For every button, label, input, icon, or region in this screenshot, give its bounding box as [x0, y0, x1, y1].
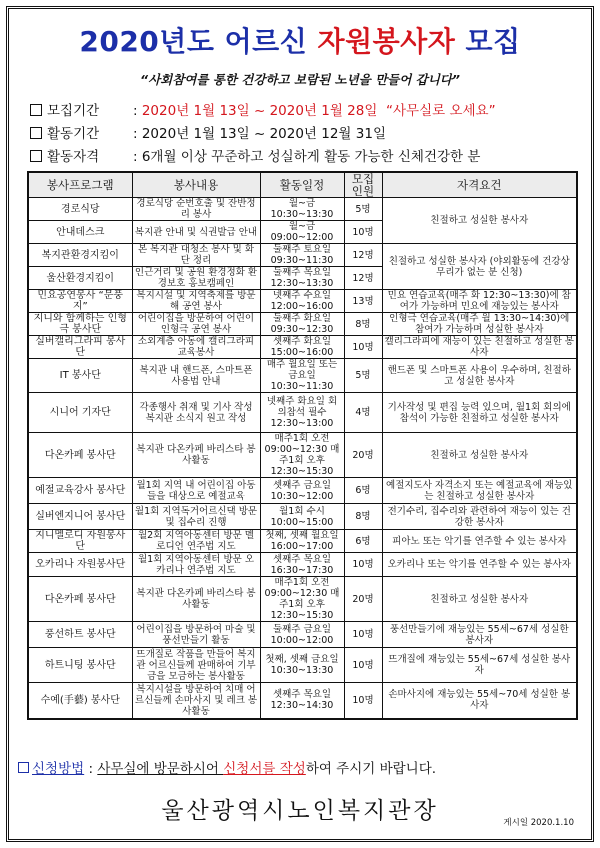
cell-program: 지니와 함께하는 인형극 봉사단 [28, 313, 132, 336]
cell-program: 경로식당 [28, 198, 132, 221]
cell-requirement: 친절하고 성실한 봉사자 [382, 577, 577, 622]
cell-content: 월2회 지역아동센터 방문 멜로디언 연주법 지도 [132, 530, 260, 553]
activity-period: 2020년 1월 13일 ~ 2020년 12월 31일 [141, 126, 386, 142]
cell-program: 오카리나 자원봉사단 [28, 553, 132, 577]
posted-date: 게시일 2020.1.10 [503, 818, 574, 828]
activity-period-row: 활동기간 : 2020년 1월 13일 ~ 2020년 12월 31일 [30, 122, 590, 142]
recruit-period-row: 모집기간 : 2020년 1월 13일 ~ 2020년 1월 28일 “사무실로 오세요” [30, 99, 590, 119]
cell-count: 10명 [344, 648, 382, 683]
cell-content: 월1회 지역독거어르신댁 방문 및 집수리 진행 [132, 504, 260, 530]
cell-requirement: 캘리그라피에 재능이 있는 친절하고 성실한 봉사자 [382, 336, 577, 359]
cell-requirement: 오카리나 또는 악기를 연주할 수 있는 봉사자 [382, 553, 577, 577]
table-row [28, 622, 577, 648]
cell-requirement: 인형극 연습교육(매주 월 13:30~14:30)에 참여가 가능하며 성실한 봉사자 [382, 313, 577, 336]
cell-content: 소외계층 아동에 캘리그라피 교육봉사 [132, 336, 260, 359]
page-title: 2020년도 어르신 자원봉사자 모집 [79, 25, 521, 58]
cell-program: 다온카페 봉사단 [28, 433, 132, 478]
cell-requirement: 핸드폰 및 스마트폰 사용이 우수하며, 친절하고 성실한 봉사자 [382, 359, 577, 393]
cell-program: 수예(手藝) 봉사단 [28, 683, 132, 719]
cell-count: 20명 [344, 433, 382, 478]
cell-count: 6명 [344, 530, 382, 553]
cell-schedule: 셋째주 목요일 12:30~14:30 [260, 683, 344, 719]
cell-count: 10명 [344, 622, 382, 648]
cell-count: 4명 [344, 393, 382, 433]
cell-requirement: 민요 연습교육(매주 화 12:30~13:30)에 참여가 가능하며 민요에 재능있는 봉사자 [382, 290, 577, 313]
cell-count: 12명 [344, 244, 382, 267]
table-row [28, 504, 577, 530]
table-row [28, 313, 577, 336]
checkbox-icon [30, 150, 42, 162]
cell-requirement: 풍선만들기에 재능있는 55세~67세 성실한 봉사자 [382, 622, 577, 648]
cell-schedule: 둘째주 목요일 12:30~13:30 [260, 267, 344, 290]
cell-content: 경로식당 순번호출 및 잔반정리 봉사 [132, 198, 260, 221]
cell-program: 실버캘리그라피 봉사단 [28, 336, 132, 359]
cell-schedule: 둘째주 화요일 09:30~12:30 [260, 313, 344, 336]
cell-schedule: 월1회 수시 10:00~15:00 [260, 504, 344, 530]
table-row [28, 648, 577, 683]
cell-program: IT 봉사단 [28, 359, 132, 393]
cell-content: 복지관 안내 및 식권발급 안내 [132, 221, 260, 244]
cell-count: 13명 [344, 290, 382, 313]
cell-program: 민요공연봉사 “문풍지” [28, 290, 132, 313]
slogan: “사회참여를 통한 건강하고 보람된 노년을 만들어 갑니다” [140, 72, 460, 87]
table-row [28, 530, 577, 553]
program-table [27, 171, 578, 720]
qualification-row: 활동자격 : 6개월 이상 꾸준하고 성실하게 활동 가능한 신체건강한 분 [30, 145, 590, 165]
cell-content: 뜨개질로 작품을 만들어 복지관 어르신들께 판매하여 기부금을 모금하는 봉사활동 [132, 648, 260, 683]
cell-content: 본 복지관 대청소 봉사 및 화단 정리 [132, 244, 260, 267]
header-schedule: 활동일정 [260, 172, 344, 198]
cell-count: 12명 [344, 267, 382, 290]
recruit-note: “사무실로 오세요” [386, 103, 496, 119]
checkbox-icon [18, 762, 29, 773]
cell-content: 복지시설을 방문하여 치매 어르신들께 손마사지 및 레크 봉사활동 [132, 683, 260, 719]
cell-program: 하트니팅 봉사단 [28, 648, 132, 683]
header-requirement: 자격요건 [382, 172, 577, 198]
cell-count: 5명 [344, 198, 382, 221]
table-row [28, 478, 577, 504]
cell-program: 다온카페 봉사단 [28, 577, 132, 622]
cell-count: 10명 [344, 553, 382, 577]
table-row [28, 553, 577, 577]
table-row [28, 290, 577, 313]
cell-requirement: 손마사지에 재능있는 55세~70세 성실한 봉사자 [382, 683, 577, 719]
table-row [28, 359, 577, 393]
cell-schedule: 둘째주 금요일 10:00~12:00 [260, 622, 344, 648]
table-row [28, 244, 577, 267]
cell-content: 어린이집을 방문하여 마술 및 풍선만들기 활동 [132, 622, 260, 648]
cell-schedule: 넷째주 수요일 12:00~16:00 [260, 290, 344, 313]
cell-schedule: 셋째주 목요일 16:30~17:30 [260, 553, 344, 577]
cell-content: 월1회 지역 내 어린이집 아동들을 대상으로 예절교육 [132, 478, 260, 504]
cell-schedule: 매주1회 오전 09:00~12:30 매주1회 오후 12:30~15:30 [260, 577, 344, 622]
cell-program: 복지관환경지킴이 [28, 244, 132, 267]
cell-schedule: 둘째주 토요일 09:30~11:30 [260, 244, 344, 267]
cell-program: 지니멜로디 자원봉사단 [28, 530, 132, 553]
checkbox-icon [30, 127, 42, 139]
cell-content: 각종행사 취재 및 기사 작성 복지관 소식지 원고 작성 [132, 393, 260, 433]
cell-requirement: 예절지도사 자격소지 또는 예절교육에 재능있는 친절하고 성실한 봉사자 [382, 478, 577, 504]
cell-content: 복지관 내 핸드폰, 스마트폰 사용법 안내 [132, 359, 260, 393]
cell-program: 안내데스크 [28, 221, 132, 244]
cell-program: 풍선하트 봉사단 [28, 622, 132, 648]
table-body [28, 198, 577, 719]
cell-schedule: 월~금 09:00~12:00 [260, 221, 344, 244]
cell-schedule: 월~금 10:30~13:30 [260, 198, 344, 221]
cell-count: 10명 [344, 221, 382, 244]
table-row [28, 393, 577, 433]
cell-schedule: 매주 월요일 또는 금요일 10:30~11:30 [260, 359, 344, 393]
cell-program: 시니어 기자단 [28, 393, 132, 433]
cell-count: 8명 [344, 504, 382, 530]
cell-schedule: 첫째, 셋째 월요일 16:00~17:00 [260, 530, 344, 553]
cell-requirement: 전기수리, 집수리와 관련하여 재능이 있는 건강한 봉사자 [382, 504, 577, 530]
cell-requirement: 피아노 또는 악기를 연주할 수 있는 봉사자 [382, 530, 577, 553]
cell-content: 어린이집을 방문하여 어린이 인형극 공연 봉사 [132, 313, 260, 336]
cell-count: 20명 [344, 577, 382, 622]
cell-schedule: 매주1회 오전 09:00~12:30 매주1회 오후 12:30~15:30 [260, 433, 344, 478]
table-row [28, 198, 577, 221]
apply-method: 신청방법 : 사무실에 방문하시어 신청서를 작성하여 주시기 바랍니다. [18, 757, 436, 777]
table-row [28, 433, 577, 478]
cell-content: 복지관 다온카페 바리스타 봉사활동 [132, 433, 260, 478]
cell-program: 울산환경지킴이 [28, 267, 132, 290]
table-header-row [28, 172, 577, 198]
cell-schedule: 셋째주 금요일 10:30~12:00 [260, 478, 344, 504]
table-row [28, 683, 577, 719]
cell-count: 6명 [344, 478, 382, 504]
cell-schedule: 넷째주 화요일 회의참석 필수 12:30~13:00 [260, 393, 344, 433]
cell-requirement: 친절하고 성실한 봉사자 (야외활동에 건강상 무리가 없는 분 신청) [382, 244, 577, 290]
checkbox-icon [30, 104, 42, 116]
cell-content: 월1회 지역아동센터 방문 오카리나 연주법 지도 [132, 553, 260, 577]
cell-program: 실버엔지니어 봉사단 [28, 504, 132, 530]
cell-schedule: 첫째, 셋째 금요일 10:30~13:30 [260, 648, 344, 683]
header-content: 봉사내용 [132, 172, 260, 198]
cell-count: 8명 [344, 313, 382, 336]
cell-requirement: 기사작성 및 편집 능력 있으며, 월1회 회의에 참석이 가능한 친절하고 성실한 봉사자 [382, 393, 577, 433]
cell-requirement: 친절하고 성실한 봉사자 [382, 433, 577, 478]
cell-schedule: 셋째주 화요일 15:00~16:00 [260, 336, 344, 359]
cell-content: 복지관 다온카페 바리스타 봉사활동 [132, 577, 260, 622]
table-row [28, 336, 577, 359]
cell-requirement: 뜨개질에 재능있는 55세~67세 성실한 봉사자 [382, 648, 577, 683]
organization-name: 울산광역시노인복지관장 [161, 798, 439, 824]
qualification-text: 6개월 이상 꾸준하고 성실하게 활동 가능한 신체건강한 분 [141, 149, 481, 165]
recruit-period: 2020년 1월 13일 ~ 2020년 1월 28일 [141, 103, 378, 119]
cell-requirement: 친절하고 성실한 봉사자 [382, 198, 577, 244]
header-program: 봉사프로그램 [28, 172, 132, 198]
cell-content: 복지시설 및 지역축제를 방문해 공연 봉사 [132, 290, 260, 313]
header-count: 모집인원 [344, 172, 382, 198]
apply-label: 신청방법 [32, 761, 85, 777]
table-row [28, 577, 577, 622]
cell-count: 5명 [344, 359, 382, 393]
cell-count: 10명 [344, 336, 382, 359]
cell-program: 예절교육강사 봉사단 [28, 478, 132, 504]
cell-count: 10명 [344, 683, 382, 719]
cell-content: 인근거리 및 공원 환경정화 환경보호 홍보캠페인 [132, 267, 260, 290]
